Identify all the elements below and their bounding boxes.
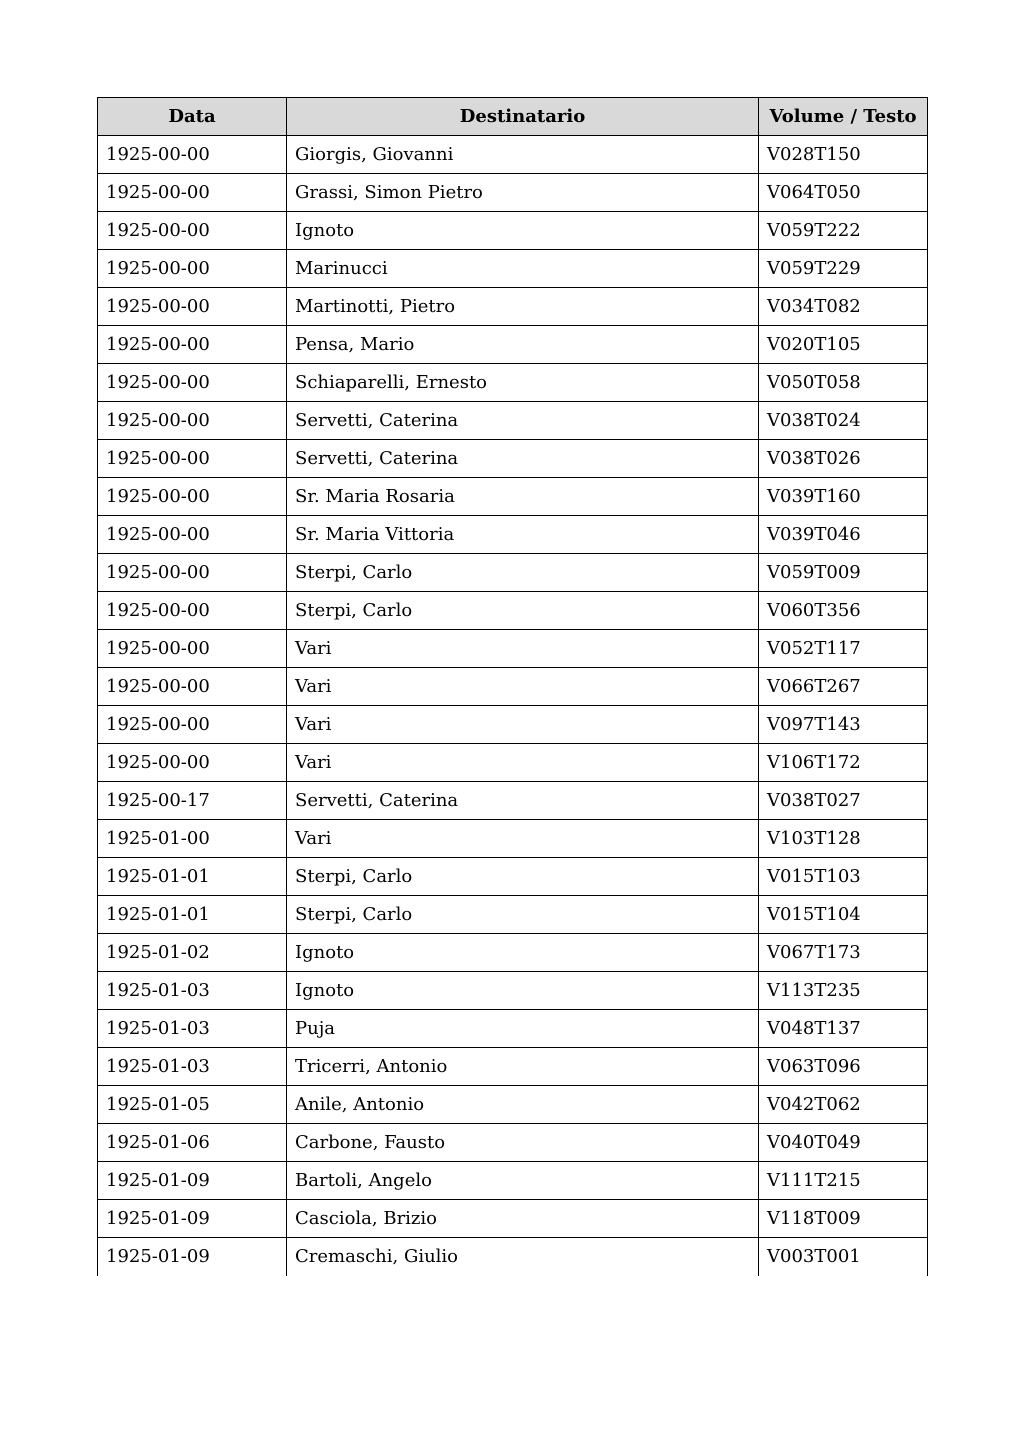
table-row xyxy=(98,212,928,250)
table-row xyxy=(98,592,928,630)
table-row xyxy=(98,706,928,744)
cell-destinatario: Vari xyxy=(287,630,759,668)
cell-destinatario: Marinucci xyxy=(287,250,759,288)
table-row xyxy=(98,1200,928,1238)
cell-data: 1925-00-00 xyxy=(98,744,287,782)
table-body xyxy=(98,136,928,1276)
cell-data: 1925-00-00 xyxy=(98,516,287,554)
cell-volume-testo: V042T062 xyxy=(759,1086,928,1124)
cell-volume-testo: V028T150 xyxy=(759,136,928,174)
table-header xyxy=(98,98,928,136)
cell-destinatario: Vari xyxy=(287,706,759,744)
table-row xyxy=(98,516,928,554)
cell-data: 1925-00-00 xyxy=(98,554,287,592)
cell-destinatario: Sr. Maria Rosaria xyxy=(287,478,759,516)
cell-destinatario: Vari xyxy=(287,668,759,706)
cell-volume-testo: V066T267 xyxy=(759,668,928,706)
cell-volume-testo: V039T046 xyxy=(759,516,928,554)
letters-table xyxy=(97,97,928,1276)
cell-destinatario: Sr. Maria Vittoria xyxy=(287,516,759,554)
table-row xyxy=(98,1124,928,1162)
cell-volume-testo: V111T215 xyxy=(759,1162,928,1200)
cell-volume-testo: V003T001 xyxy=(759,1238,928,1276)
cell-volume-testo: V106T172 xyxy=(759,744,928,782)
cell-volume-testo: V034T082 xyxy=(759,288,928,326)
table-row xyxy=(98,136,928,174)
cell-destinatario: Sterpi, Carlo xyxy=(287,554,759,592)
cell-volume-testo: V038T027 xyxy=(759,782,928,820)
cell-destinatario: Sterpi, Carlo xyxy=(287,592,759,630)
table-row xyxy=(98,364,928,402)
cell-destinatario: Servetti, Caterina xyxy=(287,782,759,820)
cell-destinatario: Casciola, Brizio xyxy=(287,1200,759,1238)
cell-volume-testo: V039T160 xyxy=(759,478,928,516)
table-row xyxy=(98,668,928,706)
cell-volume-testo: V048T137 xyxy=(759,1010,928,1048)
table-row xyxy=(98,744,928,782)
cell-destinatario: Bartoli, Angelo xyxy=(287,1162,759,1200)
cell-volume-testo: V015T104 xyxy=(759,896,928,934)
cell-data: 1925-01-06 xyxy=(98,1124,287,1162)
cell-destinatario: Vari xyxy=(287,744,759,782)
cell-destinatario: Ignoto xyxy=(287,934,759,972)
cell-destinatario: Grassi, Simon Pietro xyxy=(287,174,759,212)
cell-data: 1925-01-03 xyxy=(98,972,287,1010)
header-row xyxy=(98,98,928,136)
table-row xyxy=(98,174,928,212)
cell-data: 1925-00-00 xyxy=(98,174,287,212)
table-row xyxy=(98,554,928,592)
cell-data: 1925-01-03 xyxy=(98,1048,287,1086)
cell-data: 1925-00-00 xyxy=(98,288,287,326)
table-row xyxy=(98,288,928,326)
cell-volume-testo: V059T222 xyxy=(759,212,928,250)
cell-destinatario: Sterpi, Carlo xyxy=(287,896,759,934)
cell-data: 1925-00-00 xyxy=(98,668,287,706)
cell-data: 1925-01-00 xyxy=(98,820,287,858)
cell-data: 1925-01-03 xyxy=(98,1010,287,1048)
cell-data: 1925-01-09 xyxy=(98,1238,287,1276)
table-row xyxy=(98,1086,928,1124)
cell-destinatario: Puja xyxy=(287,1010,759,1048)
table-row xyxy=(98,440,928,478)
cell-destinatario: Vari xyxy=(287,820,759,858)
cell-volume-testo: V040T049 xyxy=(759,1124,928,1162)
cell-data: 1925-00-00 xyxy=(98,478,287,516)
column-header-destinatario: Destinatario xyxy=(287,98,759,136)
cell-data: 1925-00-00 xyxy=(98,364,287,402)
cell-volume-testo: V103T128 xyxy=(759,820,928,858)
table-row xyxy=(98,858,928,896)
cell-destinatario: Anile, Antonio xyxy=(287,1086,759,1124)
cell-volume-testo: V118T009 xyxy=(759,1200,928,1238)
cell-data: 1925-01-09 xyxy=(98,1162,287,1200)
table-row xyxy=(98,934,928,972)
cell-volume-testo: V015T103 xyxy=(759,858,928,896)
cell-volume-testo: V020T105 xyxy=(759,326,928,364)
table-row xyxy=(98,896,928,934)
cell-data: 1925-01-01 xyxy=(98,896,287,934)
cell-destinatario: Servetti, Caterina xyxy=(287,402,759,440)
cell-destinatario: Ignoto xyxy=(287,972,759,1010)
cell-volume-testo: V060T356 xyxy=(759,592,928,630)
cell-volume-testo: V050T058 xyxy=(759,364,928,402)
cell-destinatario: Martinotti, Pietro xyxy=(287,288,759,326)
cell-destinatario: Cremaschi, Giulio xyxy=(287,1238,759,1276)
table-row xyxy=(98,402,928,440)
cell-data: 1925-00-17 xyxy=(98,782,287,820)
table-row xyxy=(98,1162,928,1200)
cell-volume-testo: V067T173 xyxy=(759,934,928,972)
column-header-data: Data xyxy=(98,98,287,136)
cell-destinatario: Sterpi, Carlo xyxy=(287,858,759,896)
cell-data: 1925-00-00 xyxy=(98,630,287,668)
cell-volume-testo: V064T050 xyxy=(759,174,928,212)
table-row xyxy=(98,1238,928,1276)
cell-destinatario: Schiaparelli, Ernesto xyxy=(287,364,759,402)
table-row xyxy=(98,820,928,858)
cell-volume-testo: V052T117 xyxy=(759,630,928,668)
table-row xyxy=(98,1010,928,1048)
table-row xyxy=(98,972,928,1010)
cell-data: 1925-00-00 xyxy=(98,440,287,478)
cell-data: 1925-01-05 xyxy=(98,1086,287,1124)
cell-volume-testo: V038T026 xyxy=(759,440,928,478)
cell-volume-testo: V038T024 xyxy=(759,402,928,440)
cell-destinatario: Pensa, Mario xyxy=(287,326,759,364)
cell-volume-testo: V113T235 xyxy=(759,972,928,1010)
cell-data: 1925-00-00 xyxy=(98,136,287,174)
cell-volume-testo: V059T229 xyxy=(759,250,928,288)
cell-data: 1925-00-00 xyxy=(98,706,287,744)
cell-data: 1925-01-09 xyxy=(98,1200,287,1238)
cell-volume-testo: V063T096 xyxy=(759,1048,928,1086)
table-row xyxy=(98,1048,928,1086)
cell-data: 1925-00-00 xyxy=(98,326,287,364)
cell-destinatario: Ignoto xyxy=(287,212,759,250)
table-row xyxy=(98,630,928,668)
table-row xyxy=(98,250,928,288)
table-row xyxy=(98,326,928,364)
cell-data: 1925-00-00 xyxy=(98,402,287,440)
column-header-volume-testo: Volume / Testo xyxy=(759,98,928,136)
cell-destinatario: Tricerri, Antonio xyxy=(287,1048,759,1086)
cell-data: 1925-00-00 xyxy=(98,212,287,250)
cell-data: 1925-00-00 xyxy=(98,592,287,630)
cell-destinatario: Servetti, Caterina xyxy=(287,440,759,478)
cell-volume-testo: V059T009 xyxy=(759,554,928,592)
table-row xyxy=(98,478,928,516)
cell-data: 1925-01-01 xyxy=(98,858,287,896)
cell-destinatario: Giorgis, Giovanni xyxy=(287,136,759,174)
cell-destinatario: Carbone, Fausto xyxy=(287,1124,759,1162)
cell-data: 1925-01-02 xyxy=(98,934,287,972)
table-row xyxy=(98,782,928,820)
cell-data: 1925-00-00 xyxy=(98,250,287,288)
cell-volume-testo: V097T143 xyxy=(759,706,928,744)
